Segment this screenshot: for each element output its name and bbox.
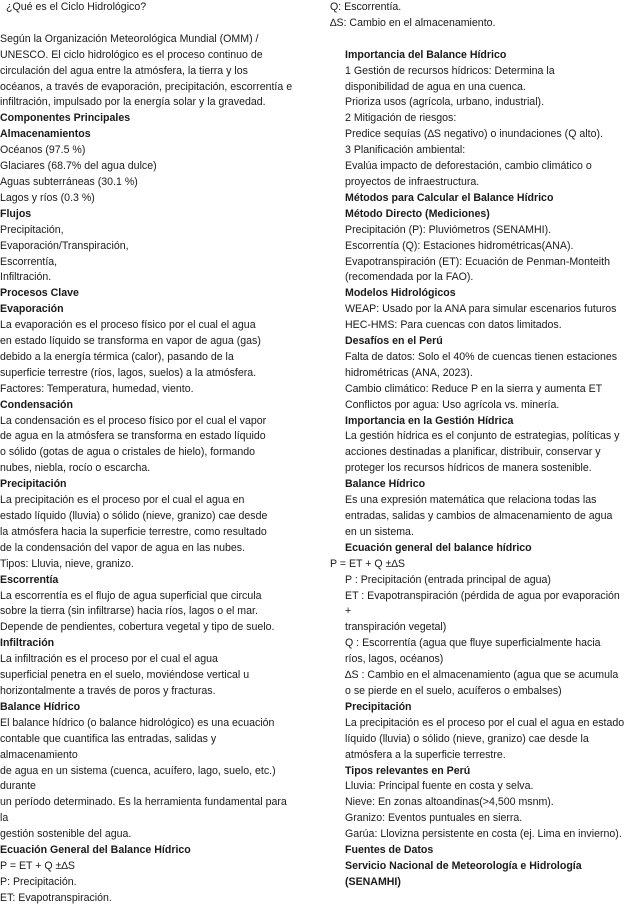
text-line: circulación del agua entre la atmósfera, la tierra y los (0, 64, 248, 77)
section-heading: Servicio Nacional de Meteorología e Hidrología (345, 859, 582, 872)
text-line: Conflictos por agua: Uso agrícola vs. minería. (345, 398, 560, 411)
section-heading: Modelos Hidrológicos (345, 287, 456, 300)
text-line: La precipitación es el proceso por el cual el agua en (0, 494, 245, 507)
text-line: WEAP: Usado por la ANA para simular escenarios futuros (345, 303, 617, 316)
text-line: ET: Evapotranspiración. (0, 891, 112, 904)
text-line: Factores: Temperatura, humedad, viento. (0, 382, 194, 395)
text-line: de agua en la atmósfera se transforma en estado líquido (0, 430, 266, 443)
text-line: ET : Evapotranspiración (pérdida de agua por evaporación (345, 589, 620, 602)
section-heading: Balance Hídrico (0, 700, 81, 713)
text-line: La escorrentía es el flujo de agua superficial que circula (0, 589, 262, 602)
text-line: Falta de datos: Solo el 40% de cuencas tienen estaciones (345, 350, 618, 363)
text-line: la atmósfera hacia la superficie terrestre, como resultado (0, 525, 267, 538)
text-line: (recomendada por la FAO). (345, 271, 474, 284)
section-heading: Método Directo (Mediciones) (345, 207, 490, 220)
text-line: Q : Escorrentía (agua que fluye superficialmente hacia (345, 637, 601, 650)
text-line: en un sistema. (345, 525, 414, 538)
text-line: ¿Qué es el Ciclo Hidrológico? (6, 1, 147, 13)
text-line: nubes, niebla, rocío o escarcha. (0, 462, 151, 475)
text-line: Predice sequías (∆S negativo) o inundaciones (Q alto). (345, 128, 603, 141)
section-heading: Métodos para Calcular el Balance Hídrico (345, 191, 554, 204)
text-line: La infiltración es el proceso por el cual el agua (0, 653, 218, 666)
text-line: Aguas subterráneas (30.1 %) (0, 175, 138, 188)
text-line: estado líquido (lluvia) o sólido (nieve, granizo) cae desde (0, 510, 268, 522)
section-heading: Ecuación general del balance hídrico (345, 541, 532, 554)
text-line: + (345, 605, 352, 618)
text-line: o se pierde en el suelo, acuíferos o embalses) (345, 684, 562, 697)
right-text-column (330, 0, 634, 891)
text-line: contable que cuantifica las entradas, salidas y (0, 732, 217, 745)
text-line: Es una expresión matemática que relaciona todas las (345, 494, 597, 507)
text-line: P = ET + Q ±∆S (0, 859, 75, 872)
section-heading: Infiltración (0, 637, 55, 650)
text-line: líquido (lluvia) o sólido (nieve, granizo) cae desde la (345, 732, 589, 745)
text-line: de la condensación del vapor de agua en las nubes. (0, 541, 246, 554)
text-line: proteger los recursos hídricos de manera sostenible. (345, 462, 592, 475)
text-line: 1 Gestión de recursos hídricos: Determina la (345, 64, 555, 77)
text-line: Cambio climático: Reduce P en la sierra y aumenta ET (345, 382, 603, 395)
section-heading: Almacenamientos (0, 128, 91, 141)
text-line: Escorrentía, (0, 255, 58, 268)
text-line: disponibilidad de agua en una cuenca. (345, 80, 526, 93)
section-heading: Importancia del Balance Hídrico (345, 48, 507, 61)
text-line: almacenamiento (0, 748, 78, 761)
text-line: superficial penetra en el suelo, moviéndose vertical u (0, 669, 250, 682)
text-line: El balance hídrico (o balance hidrológico) es una ecuación (0, 716, 275, 729)
text-line: Granizo: Eventos puntuales en sierra. (345, 812, 523, 825)
text-line: un período determinado. Es la herramienta fundamental para (0, 796, 287, 809)
section-heading: Balance Hídrico (345, 478, 426, 491)
text-line: horizontalmente a través de poros y fracturas. (0, 684, 216, 697)
text-line: 3 Planificación ambiental: (345, 144, 466, 157)
section-heading: Procesos Clave (0, 287, 79, 300)
text-line: Glaciares (68.7% del agua dulce) (0, 160, 157, 173)
text-line: La precipitación es el proceso por el cual el agua en estado (345, 716, 625, 729)
text-line: Precipitación, (0, 223, 64, 236)
text-line: o sólido (gotas de agua o cristales de hielo), formando (0, 446, 255, 459)
section-heading: Condensación (0, 398, 73, 411)
text-line: Nieve: En zonas altoandinas(>4,500 msnm). (345, 796, 554, 809)
section-heading: Ecuación General del Balance Hídrico (0, 844, 191, 857)
text-line: P: Precipitación. (0, 875, 77, 888)
section-heading: Flujos (0, 207, 32, 220)
section-heading: Escorrentía (0, 573, 59, 586)
text-line: 2 Mitigación de riesgos: (345, 112, 457, 125)
text-line: durante (0, 780, 36, 793)
text-line (0, 16, 315, 32)
text-line: de agua en un sistema (cuenca, acuífero, lago, suelo, etc.) (0, 764, 276, 777)
text-line: Evaporación/Transpiración, (0, 239, 129, 252)
left-text-column (0, 0, 315, 907)
text-line: océanos, a través de evaporación, precipitación, escorrentía e (0, 80, 293, 93)
text-line: P : Precipitación (entrada principal de agua) (345, 573, 551, 586)
text-line: HEC-HMS: Para cuencas con datos limitados. (345, 319, 562, 332)
text-line: infiltración, impulsado por la energía solar y la gravedad. (0, 96, 266, 109)
text-line: Según la Organización Meteorológica Mundial (OMM) / (0, 32, 259, 45)
section-heading: Precipitación (0, 478, 67, 491)
text-line: Lagos y ríos (0.3 %) (0, 191, 95, 204)
section-heading: Importancia en la Gestión Hídrica (345, 414, 514, 427)
text-line (330, 32, 634, 48)
text-line: Prioriza usos (agrícola, urbano, industrial). (345, 96, 545, 109)
text-line: Evalúa impacto de deforestación, cambio climático o (345, 160, 592, 173)
text-line: ∆S: Cambio en el almacenamiento. (330, 16, 496, 29)
text-line: Tipos: Lluvia, nieve, granizo. (0, 557, 134, 570)
text-line: La evaporación es el proceso físico por el cual el agua (0, 319, 256, 332)
text-line: UNESCO. El ciclo hidrológico es el proceso continuo de (0, 48, 263, 61)
text-line: Garúa: Llovizna persistente en costa (ej. Lima en invierno). (345, 828, 622, 841)
text-line: entradas, salidas y cambios de almacenamiento de agua (345, 510, 613, 522)
text-line: Evapotranspiración (ET): Ecuación de Penman-Monteith (345, 255, 610, 268)
text-line: proyectos de infraestructura. (345, 175, 480, 188)
text-line: ∆S : Cambio en el almacenamiento (agua que se acumula (345, 669, 619, 682)
text-line: en estado líquido se transforma en vapor de agua (gas) (0, 335, 261, 348)
section-heading: (SENAMHI) (345, 875, 401, 888)
section-heading: Evaporación (0, 303, 64, 316)
section-heading: Componentes Principales (0, 112, 131, 125)
text-line: Infiltración. (0, 271, 52, 284)
text-line: Precipitación (P): Pluviómetros (SENAMHI). (345, 223, 552, 236)
text-line: acciones destinadas a planificar, distribuir, conservar y (345, 446, 601, 459)
text-line: La gestión hídrica es el conjunto de estrategias, políticas y (345, 430, 620, 443)
text-line: gestión sostenible del agua. (0, 828, 132, 841)
text-line: Depende de pendientes, cobertura vegetal y tipo de suelo. (0, 621, 275, 634)
text-line: la (0, 812, 9, 825)
text-line: Q: Escorrentía. (330, 1, 402, 13)
section-heading: Fuentes de Datos (345, 844, 434, 857)
text-line: ríos, lagos, océanos) (345, 653, 444, 666)
text-line: sobre la tierra (sin infiltrarse) hacia ríos, lagos o el mar. (0, 605, 258, 618)
text-line: P = ET + Q ±∆S (330, 557, 405, 570)
text-line: transpiración vegetal) (345, 621, 447, 634)
text-line: superficie terrestre (ríos, lagos, suelos) a la atmósfera. (0, 366, 257, 379)
section-heading: Tipos relevantes en Perú (345, 764, 471, 777)
text-line: atmósfera a la superficie terrestre. (345, 748, 506, 761)
section-heading: Desafíos en el Perú (345, 335, 443, 348)
text-line: hidrométricas (ANA, 2023). (345, 366, 473, 379)
text-line: Océanos (97.5 %) (0, 144, 86, 157)
text-line: Lluvia: Principal fuente en costa y selva. (345, 780, 534, 793)
section-heading: Precipitación (345, 700, 412, 713)
text-line: Escorrentía (Q): Estaciones hidrométricas(ANA). (345, 239, 574, 252)
text-line: La condensación es el proceso físico por el cual el vapor (0, 414, 267, 427)
text-line: debido a la energía térmica (calor), pasando de la (0, 350, 234, 363)
